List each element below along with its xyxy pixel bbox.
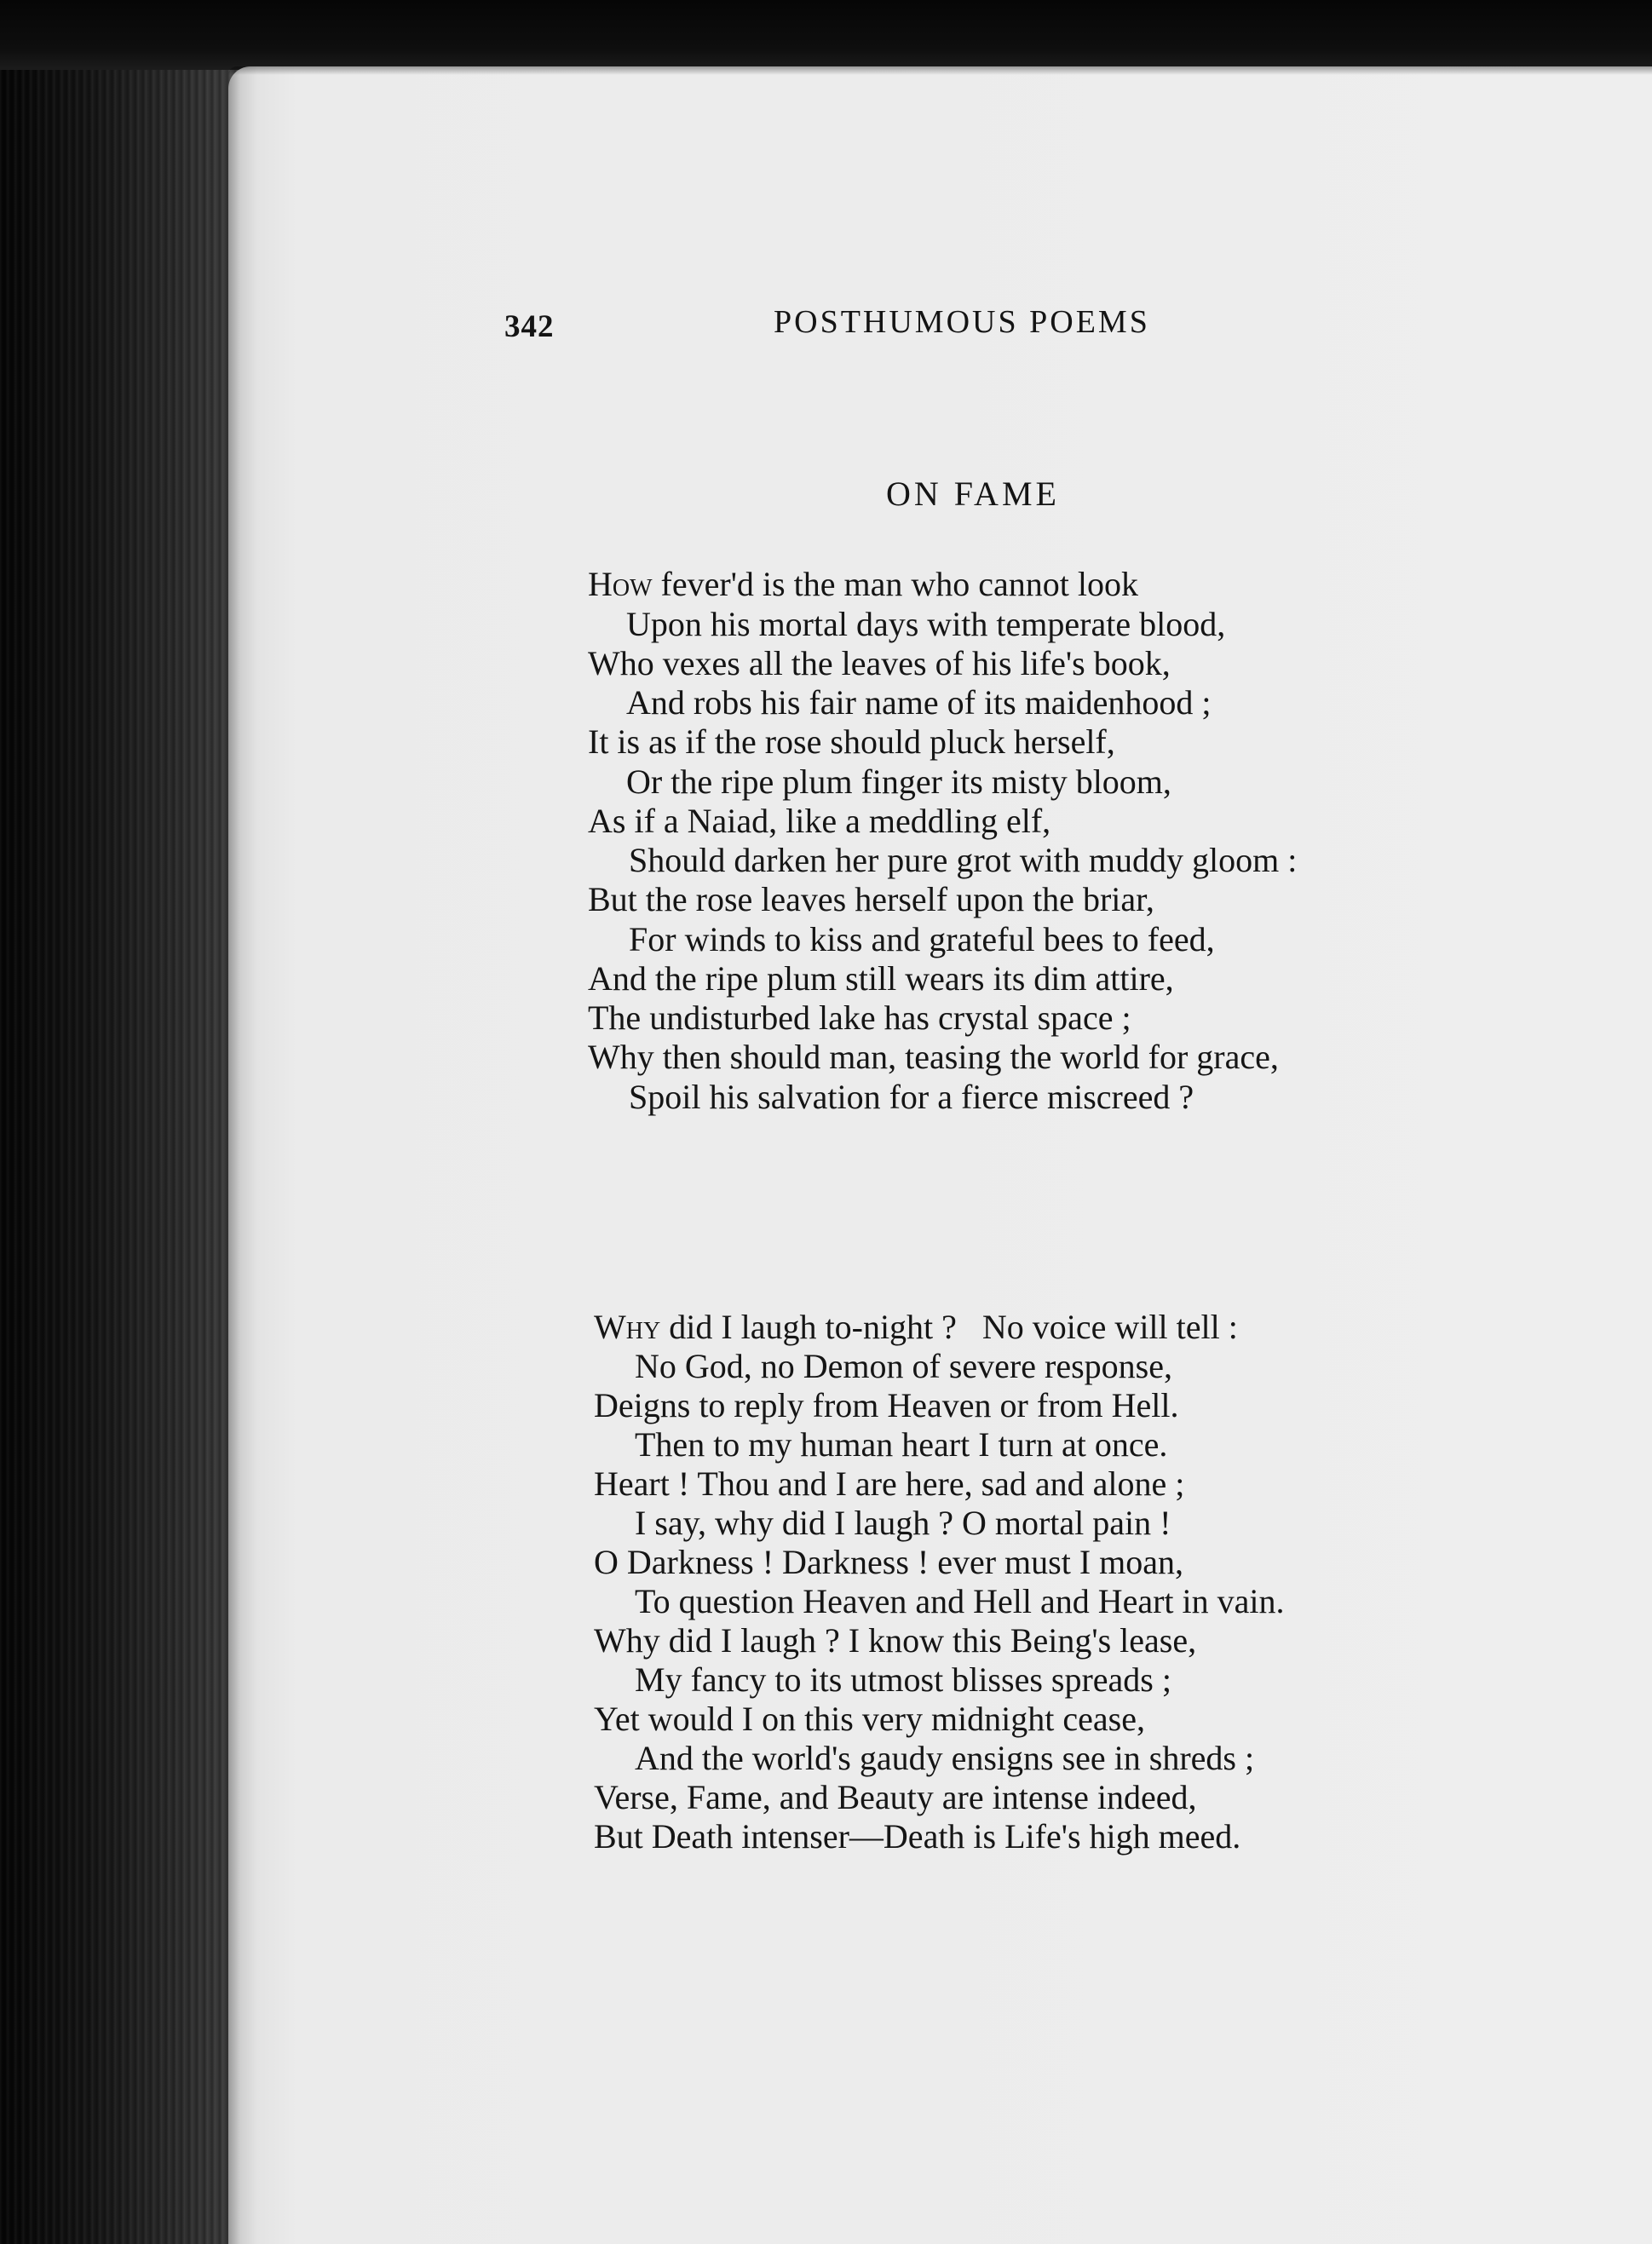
poem-line: For winds to kiss and grateful bees to feed, (629, 920, 1215, 958)
page-top-shade (228, 66, 1652, 75)
poem-line: Why then should man, teasing the world for grace, (588, 1038, 1279, 1076)
running-head: POSTHUMOUS POEMS (774, 304, 1150, 340)
poem-line: It is as if the rose should pluck herself, (588, 722, 1115, 761)
poem-line: As if a Naiad, like a meddling elf, (588, 802, 1051, 840)
poem-line: My fancy to its utmost blisses spreads ; (635, 1660, 1171, 1699)
top-shadow (0, 0, 1652, 70)
poem-line: I say, why did I laugh ? O mortal pain ! (635, 1504, 1171, 1542)
poem-line: The undisturbed lake has crystal space ; (588, 998, 1131, 1037)
poem-line: Spoil his salvation for a fierce miscreed ? (629, 1078, 1194, 1116)
poem-line: To question Heaven and Hell and Heart in vain. (635, 1582, 1285, 1620)
poem-line: Verse, Fame, and Beauty are intense indeed, (594, 1778, 1197, 1816)
poem-line (594, 1308, 1238, 1347)
page-number: 342 (504, 309, 555, 344)
poem-line: Should darken her pure grot with muddy gloom : (629, 841, 1298, 879)
poem-line: O Darkness ! Darkness ! ever must I moan, (594, 1543, 1184, 1581)
poem-line: Deigns to reply from Heaven or from Hell. (594, 1386, 1179, 1424)
poem-line: But Death intenser—Death is Life's high meed. (594, 1817, 1241, 1856)
poem-title: ON FAME (886, 475, 1060, 513)
poem-line-text: fever'd is the man who cannot look (652, 565, 1138, 603)
poem-first-word: How (588, 565, 653, 603)
poem-line: And the world's gaudy ensigns see in shreds ; (635, 1739, 1255, 1777)
page-sheet (228, 66, 1652, 2244)
poem-line: No God, no Demon of severe response, (635, 1347, 1172, 1385)
poem-line: Who vexes all the leaves of his life's book, (588, 644, 1171, 682)
poem-line: Yet would I on this very midnight cease, (594, 1700, 1145, 1738)
poem-line: Or the ripe plum finger its misty bloom, (626, 762, 1171, 801)
poem-line: Upon his mortal days with temperate blood, (626, 605, 1226, 643)
poem-line (588, 565, 1138, 604)
poem-first-word: Why (594, 1308, 661, 1346)
poem-line-text: did I laugh to-night ? No voice will tell : (660, 1308, 1238, 1346)
book-page-edges (0, 0, 256, 2244)
poem-line: And the ripe plum still wears its dim attire, (588, 959, 1174, 998)
poem-line: Heart ! Thou and I are here, sad and alone ; (594, 1464, 1185, 1503)
poem-line: Then to my human heart I turn at once. (635, 1425, 1168, 1464)
poem-line: But the rose leaves herself upon the briar, (588, 880, 1154, 918)
poem-line: And robs his fair name of its maidenhood ; (626, 683, 1212, 722)
poem-line: Why did I laugh ? I know this Being's lease, (594, 1621, 1197, 1660)
